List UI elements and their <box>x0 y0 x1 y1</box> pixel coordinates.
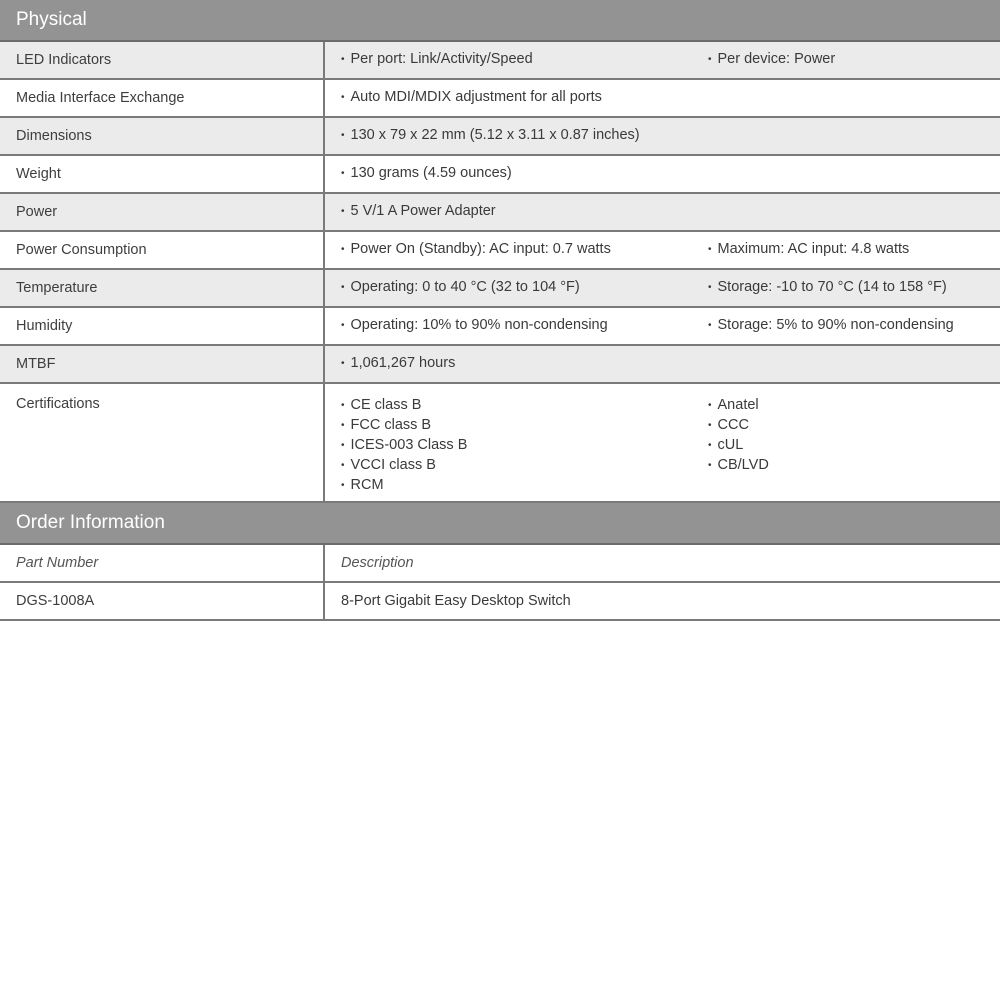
row-value-cell <box>708 155 1000 193</box>
row-label: LED Indicators <box>0 41 324 79</box>
list-item: • CCC <box>708 416 1000 436</box>
section-title: Order Information <box>0 502 1000 544</box>
section-title: Physical <box>0 0 1000 41</box>
table-row <box>0 345 1000 383</box>
row-value-cell <box>708 117 1000 155</box>
list-item: • FCC class B <box>341 416 708 436</box>
row-label: Power <box>0 193 324 231</box>
row-value-cell <box>324 231 708 269</box>
row-value-cell <box>708 345 1000 383</box>
table-row <box>0 269 1000 307</box>
part-number: DGS-1008A <box>0 582 324 620</box>
section-header-order <box>0 502 1000 544</box>
list-item: • Storage: -10 to 70 °C (14 to 158 °F) <box>708 278 1000 298</box>
row-value-cell <box>708 41 1000 79</box>
table-row <box>0 193 1000 231</box>
order-header-row <box>0 544 1000 582</box>
row-value-cell <box>324 307 708 345</box>
row-label: Dimensions <box>0 117 324 155</box>
row-label: Certifications <box>0 383 324 502</box>
list-item: • cUL <box>708 436 1000 456</box>
row-value-cell <box>708 307 1000 345</box>
list-item: • Per port: Link/Activity/Speed <box>341 50 708 70</box>
row-label: Weight <box>0 155 324 193</box>
table-row <box>0 41 1000 79</box>
row-value-cell <box>324 193 708 231</box>
list-item: • Auto MDI/MDIX adjustment for all ports <box>341 88 708 108</box>
row-value-cell <box>708 231 1000 269</box>
table-row <box>0 582 1000 620</box>
row-value-cell <box>324 155 708 193</box>
row-value-cell <box>324 383 708 502</box>
column-header-part: Part Number <box>0 544 324 582</box>
table-row <box>0 231 1000 269</box>
list-item: • 130 grams (4.59 ounces) <box>341 164 708 184</box>
row-value-cell <box>708 383 1000 502</box>
row-value-cell <box>324 117 708 155</box>
list-item: • Power On (Standby): AC input: 0.7 watts <box>341 240 708 260</box>
table-row <box>0 79 1000 117</box>
list-item: • CB/LVD <box>708 456 1000 476</box>
row-value-cell <box>324 345 708 383</box>
list-item: • CE class B <box>341 396 708 416</box>
list-item: • ICES-003 Class B <box>341 436 708 456</box>
row-value-cell <box>324 41 708 79</box>
list-item: • Per device: Power <box>708 50 1000 70</box>
list-item: • Storage: 5% to 90% non-condensing <box>708 316 1000 336</box>
row-label: Power Consumption <box>0 231 324 269</box>
list-item: • Anatel <box>708 396 1000 416</box>
row-label: Media Interface Exchange <box>0 79 324 117</box>
table-row <box>0 383 1000 502</box>
table-row <box>0 155 1000 193</box>
row-label: Humidity <box>0 307 324 345</box>
table-row <box>0 117 1000 155</box>
row-value-cell <box>708 193 1000 231</box>
table-row <box>0 307 1000 345</box>
row-value-cell <box>708 79 1000 117</box>
column-header-description: Description <box>324 544 1000 582</box>
row-value-cell <box>324 269 708 307</box>
list-item: • Maximum: AC input: 4.8 watts <box>708 240 1000 260</box>
list-item: • RCM <box>341 476 708 496</box>
list-item: • 1,061,267 hours <box>341 354 708 374</box>
list-item: • Operating: 10% to 90% non-condensing <box>341 316 708 336</box>
row-label: MTBF <box>0 345 324 383</box>
list-item: • 130 x 79 x 22 mm (5.12 x 3.11 x 0.87 inches) <box>341 126 708 146</box>
row-value-cell <box>708 269 1000 307</box>
row-label: Temperature <box>0 269 324 307</box>
list-item: • Operating: 0 to 40 °C (32 to 104 °F) <box>341 278 708 298</box>
section-header-physical <box>0 0 1000 41</box>
part-description: 8-Port Gigabit Easy Desktop Switch <box>324 582 1000 620</box>
list-item: • 5 V/1 A Power Adapter <box>341 202 708 222</box>
row-value-cell <box>324 79 708 117</box>
list-item: • VCCI class B <box>341 456 708 476</box>
